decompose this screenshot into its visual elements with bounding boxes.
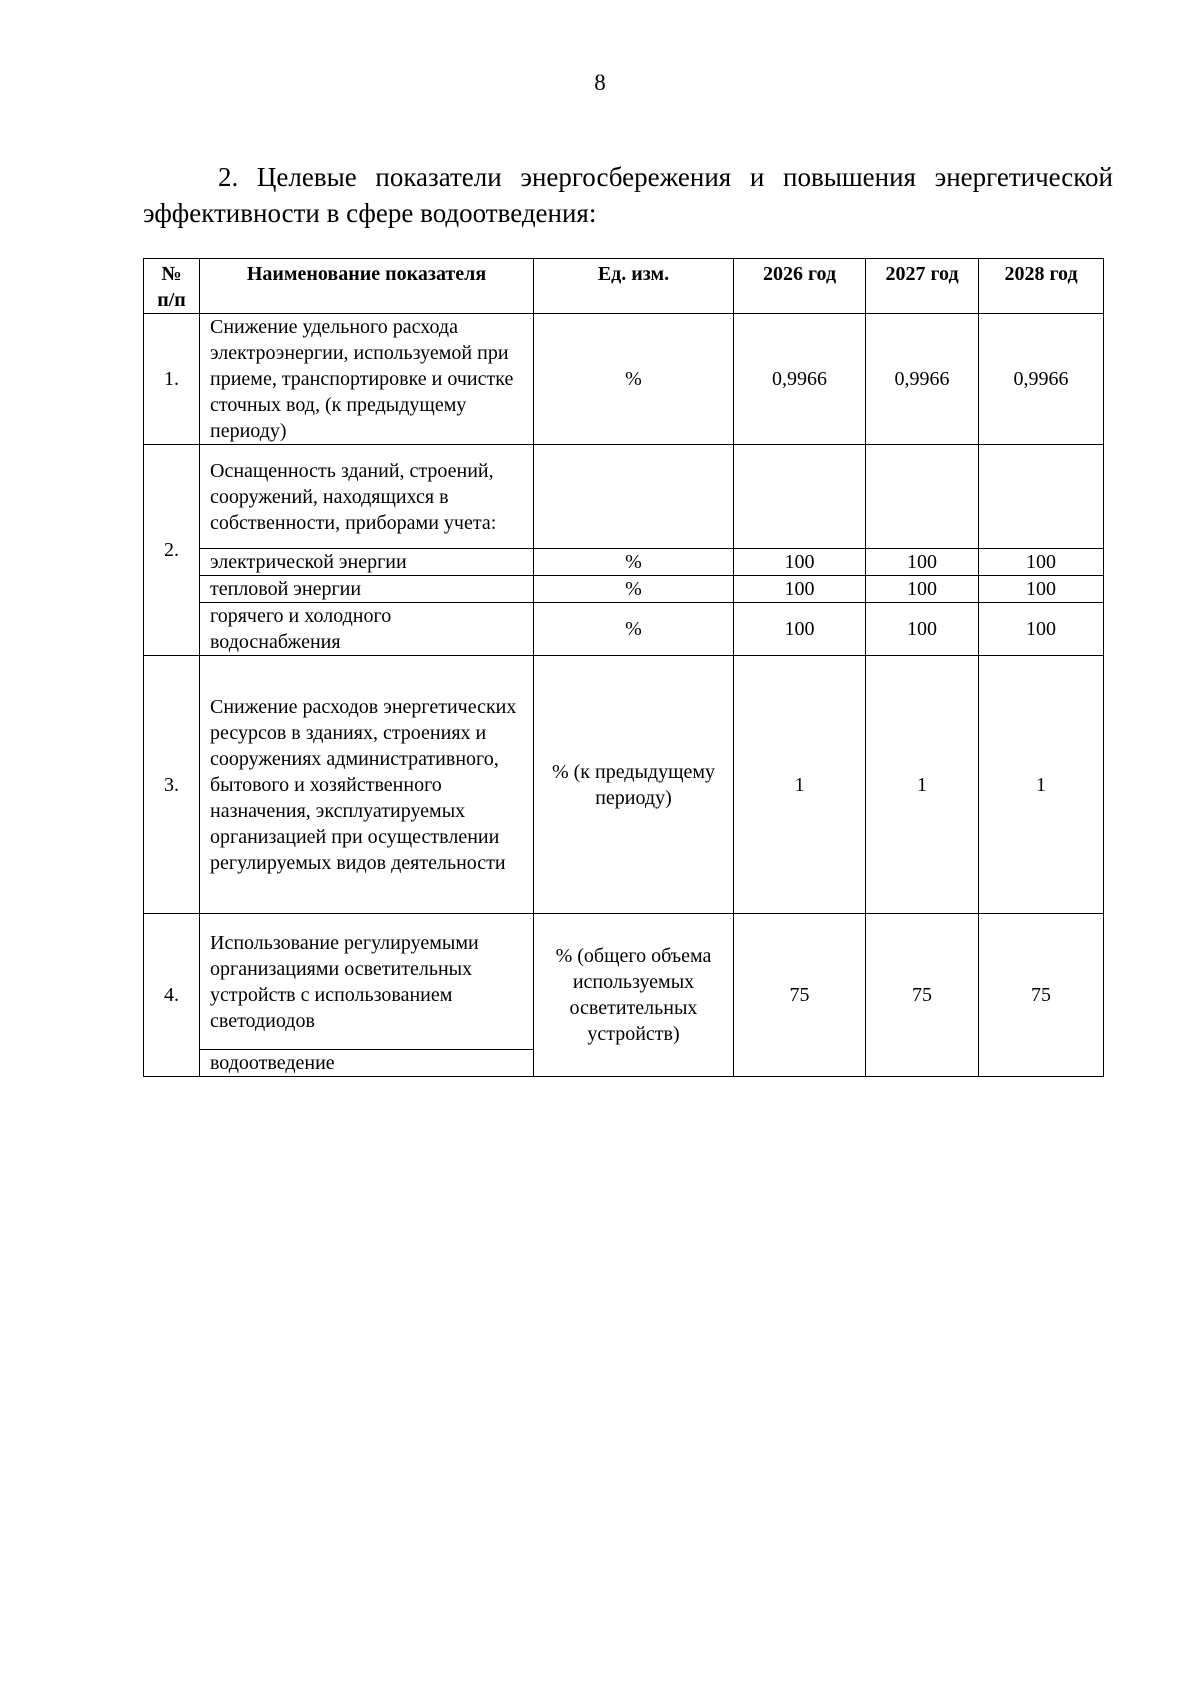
page-number: 8 bbox=[594, 70, 606, 95]
empty-cell bbox=[979, 445, 1104, 549]
value-2027: 1 bbox=[866, 656, 979, 914]
subindicator-name: водоотведение bbox=[200, 1050, 534, 1077]
value-2028: 100 bbox=[979, 549, 1104, 576]
value-2026: 0,9966 bbox=[734, 314, 866, 445]
header-num: № п/п bbox=[144, 259, 200, 314]
unit-cell: % bbox=[534, 549, 734, 576]
value-2028: 100 bbox=[979, 603, 1104, 656]
value-2027: 75 bbox=[866, 914, 979, 1077]
unit-cell: % bbox=[534, 314, 734, 445]
row-number: 3. bbox=[144, 656, 200, 914]
indicator-name: Использование регулируемыми организациями осветительных устройств с использованием светодиодов bbox=[200, 914, 534, 1050]
subindicator-name: тепловой энергии bbox=[200, 576, 534, 603]
value-2026: 100 bbox=[734, 549, 866, 576]
table-row bbox=[144, 656, 1104, 914]
value-2028: 100 bbox=[979, 576, 1104, 603]
table-subrow bbox=[144, 576, 1104, 603]
value-2028: 0,9966 bbox=[979, 314, 1104, 445]
value-2028: 1 bbox=[979, 656, 1104, 914]
value-2027: 100 bbox=[866, 603, 979, 656]
table-row bbox=[144, 445, 1104, 549]
header-2028: 2028 год bbox=[979, 259, 1104, 314]
subindicator-name: электрической энергии bbox=[200, 549, 534, 576]
value-2026: 100 bbox=[734, 576, 866, 603]
value-2028: 75 bbox=[979, 914, 1104, 1077]
header-name: Наименование показателя bbox=[200, 259, 534, 314]
value-2026: 75 bbox=[734, 914, 866, 1077]
table-header-row bbox=[144, 259, 1104, 314]
indicator-name: Оснащенность зданий, строений, сооружений, находящихся в собственности, приборами учета: bbox=[200, 445, 534, 549]
row-number: 1. bbox=[144, 314, 200, 445]
empty-cell bbox=[734, 445, 866, 549]
unit-cell: % bbox=[534, 603, 734, 656]
table-subrow bbox=[144, 549, 1104, 576]
value-2027: 100 bbox=[866, 576, 979, 603]
table-row bbox=[144, 914, 1104, 1050]
row-number: 2. bbox=[144, 445, 200, 656]
empty-cell bbox=[866, 445, 979, 549]
indicator-name: Снижение удельного расхода электроэнергии, используемой при приеме, транспортировке и очистке сточных вод, (к предыдущему периоду) bbox=[200, 314, 534, 445]
table-subrow bbox=[144, 603, 1104, 656]
indicators-table bbox=[143, 258, 1104, 1077]
row-number: 4. bbox=[144, 914, 200, 1077]
header-2027: 2027 год bbox=[866, 259, 979, 314]
header-unit: Ед. изм. bbox=[534, 259, 734, 314]
unit-cell: % (общего объема используемых осветительных устройств) bbox=[534, 914, 734, 1077]
unit-cell: % (к предыдущему периоду) bbox=[534, 656, 734, 914]
value-2026: 100 bbox=[734, 603, 866, 656]
empty-cell bbox=[534, 445, 734, 549]
indicator-name: Снижение расходов энергетических ресурсов в зданиях, строениях и сооружениях административного, бытового и хозяйственного назначения, эксплуатируемых организацией при осуществлении регулируемых видов деятельности bbox=[200, 656, 534, 914]
table-row bbox=[144, 314, 1104, 445]
value-2026: 1 bbox=[734, 656, 866, 914]
value-2027: 0,9966 bbox=[866, 314, 979, 445]
subindicator-name: горячего и холодного водоснабжения bbox=[200, 603, 534, 656]
section-heading: 2. Целевые показатели энергосбережения и повышения энергетической эффективности в сфере водоотведения: bbox=[143, 162, 1113, 228]
value-2027: 100 bbox=[866, 549, 979, 576]
unit-cell: % bbox=[534, 576, 734, 603]
header-2026: 2026 год bbox=[734, 259, 866, 314]
